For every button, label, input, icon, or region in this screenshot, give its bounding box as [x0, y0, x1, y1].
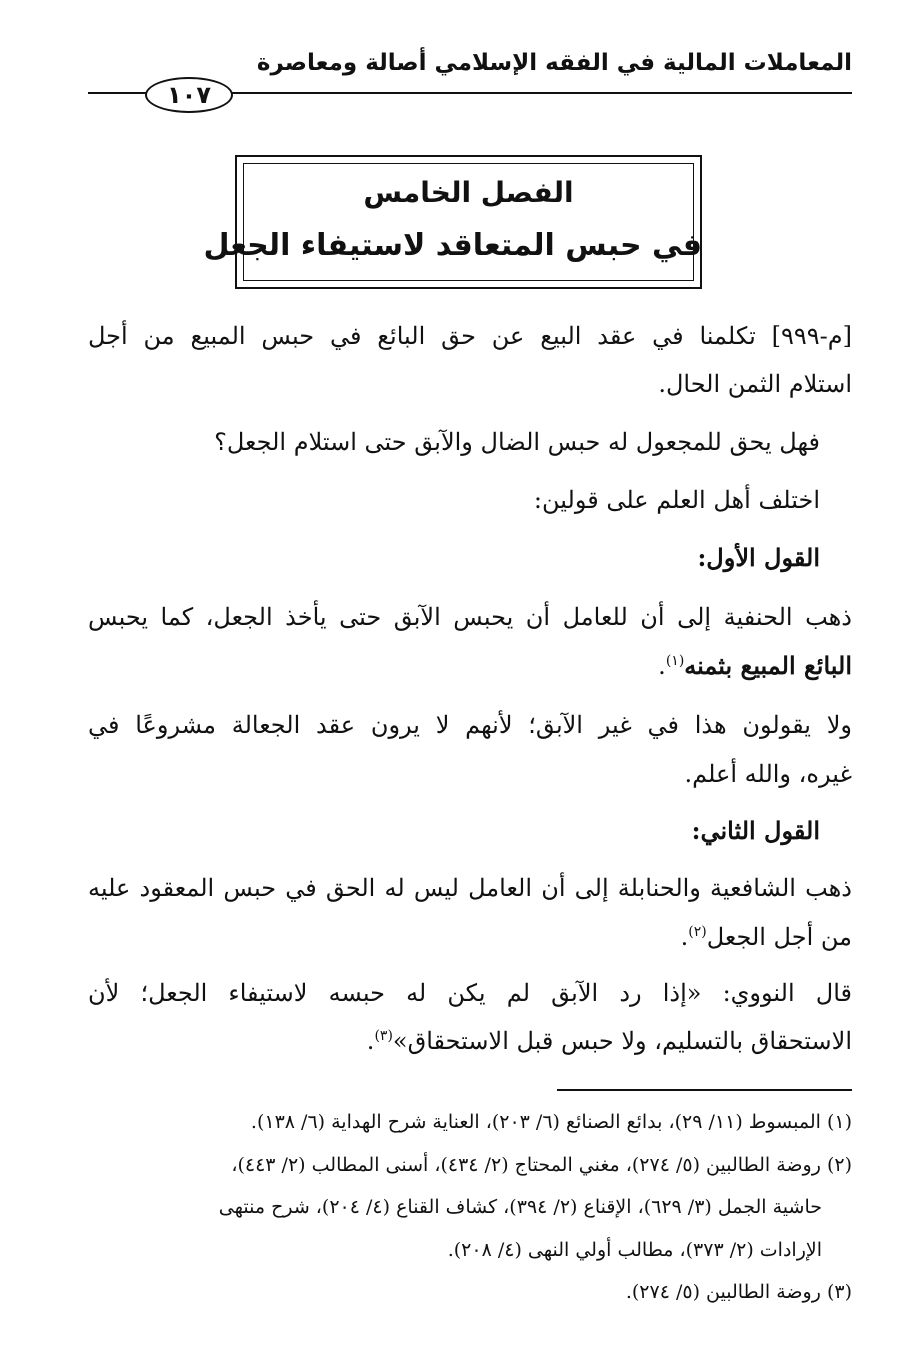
paragraph-line: [88, 650, 852, 682]
paragraph-line: فهل يحق للمجعول له حبس الضال والآبق حتى استلام الجعل؟: [214, 428, 820, 456]
paragraph-end: .: [658, 652, 666, 680]
paragraph-line: [88, 1025, 852, 1057]
paragraph-end: .: [366, 1027, 375, 1055]
footnote-1: (١) المبسوط (١١/ ٢٩)، بدائع الصنائع (٦/ ٢٠٣)، العناية شرح الهداية (٦/ ١٣٨).: [250, 1111, 852, 1133]
footnote-2-line: (٢) روضة الطالبين (٥/ ٢٧٤)، مغني المحتاج (٢/ ٤٣٤)، أسنى المطالب (٢/ ٤٤٣)،: [231, 1154, 852, 1176]
paragraph-line: ذهب الشافعية والحنابلة إلى أن العامل ليس له الحق في حبس المعقود عليه: [88, 874, 852, 902]
footnote-ref[interactable]: (٢): [688, 924, 707, 940]
footnote-2-line: حاشية الجمل (٣/ ٦٢٩)، الإقناع (٢/ ٣٩٤)، كشاف القناع (٤/ ٢٠٤)، شرح منتهى: [218, 1196, 822, 1218]
paragraph-line: استلام الثمن الحال.: [658, 370, 852, 398]
section-heading: القول الثاني:: [691, 816, 820, 845]
footnote-separator: [557, 1089, 852, 1091]
chapter-subtitle: في حبس المتعاقد لاستيفاء الجعل: [203, 228, 702, 263]
footnote-ref[interactable]: (١): [665, 653, 685, 669]
paragraph-line: ولا يقولون هذا في غير الآبق؛ لأنهم لا يرون عقد الجعالة مشروعًا في: [88, 711, 852, 739]
page-number: ١٠٧: [145, 77, 233, 113]
paragraph-text: من أجل الجعل: [706, 923, 852, 951]
paragraph-text: الاستحقاق بالتسليم، ولا حبس قبل الاستحقاق»: [392, 1027, 852, 1055]
section-heading: القول الأول:: [697, 543, 820, 572]
paragraph-line: غيره، والله أعلم.: [684, 760, 852, 788]
paragraph-line: [88, 921, 852, 953]
chapter-title: الفصل الخامس: [363, 176, 574, 209]
footnote-ref[interactable]: (٣): [374, 1028, 393, 1044]
footnote-2-line: الإرادات (٢/ ٣٧٣)، مطالب أولي النهى (٤/ ٢٠٨).: [447, 1239, 822, 1261]
running-header-title: المعاملات المالية في الفقه الإسلامي أصالة ومعاصرة: [256, 50, 852, 76]
paragraph-line: [م-٩٩٩] تكلمنا في عقد البيع عن حق البائع في حبس المبيع من أجل: [88, 322, 852, 350]
paragraph-line: ذهب الحنفية إلى أن للعامل أن يحبس الآبق حتى يأخذ الجعل، كما يحبس: [88, 603, 852, 631]
paragraph-line: قال النووي: «إذا رد الآبق لم يكن له حبسه لاستيفاء الجعل؛ لأن: [88, 979, 852, 1007]
paragraph-text: البائع المبيع بثمنه: [684, 651, 852, 680]
paragraph-end: .: [680, 923, 689, 951]
paragraph-line: اختلف أهل العلم على قولين:: [533, 486, 820, 514]
footnote-3: (٣) روضة الطالبين (٥/ ٢٧٤).: [625, 1281, 852, 1303]
